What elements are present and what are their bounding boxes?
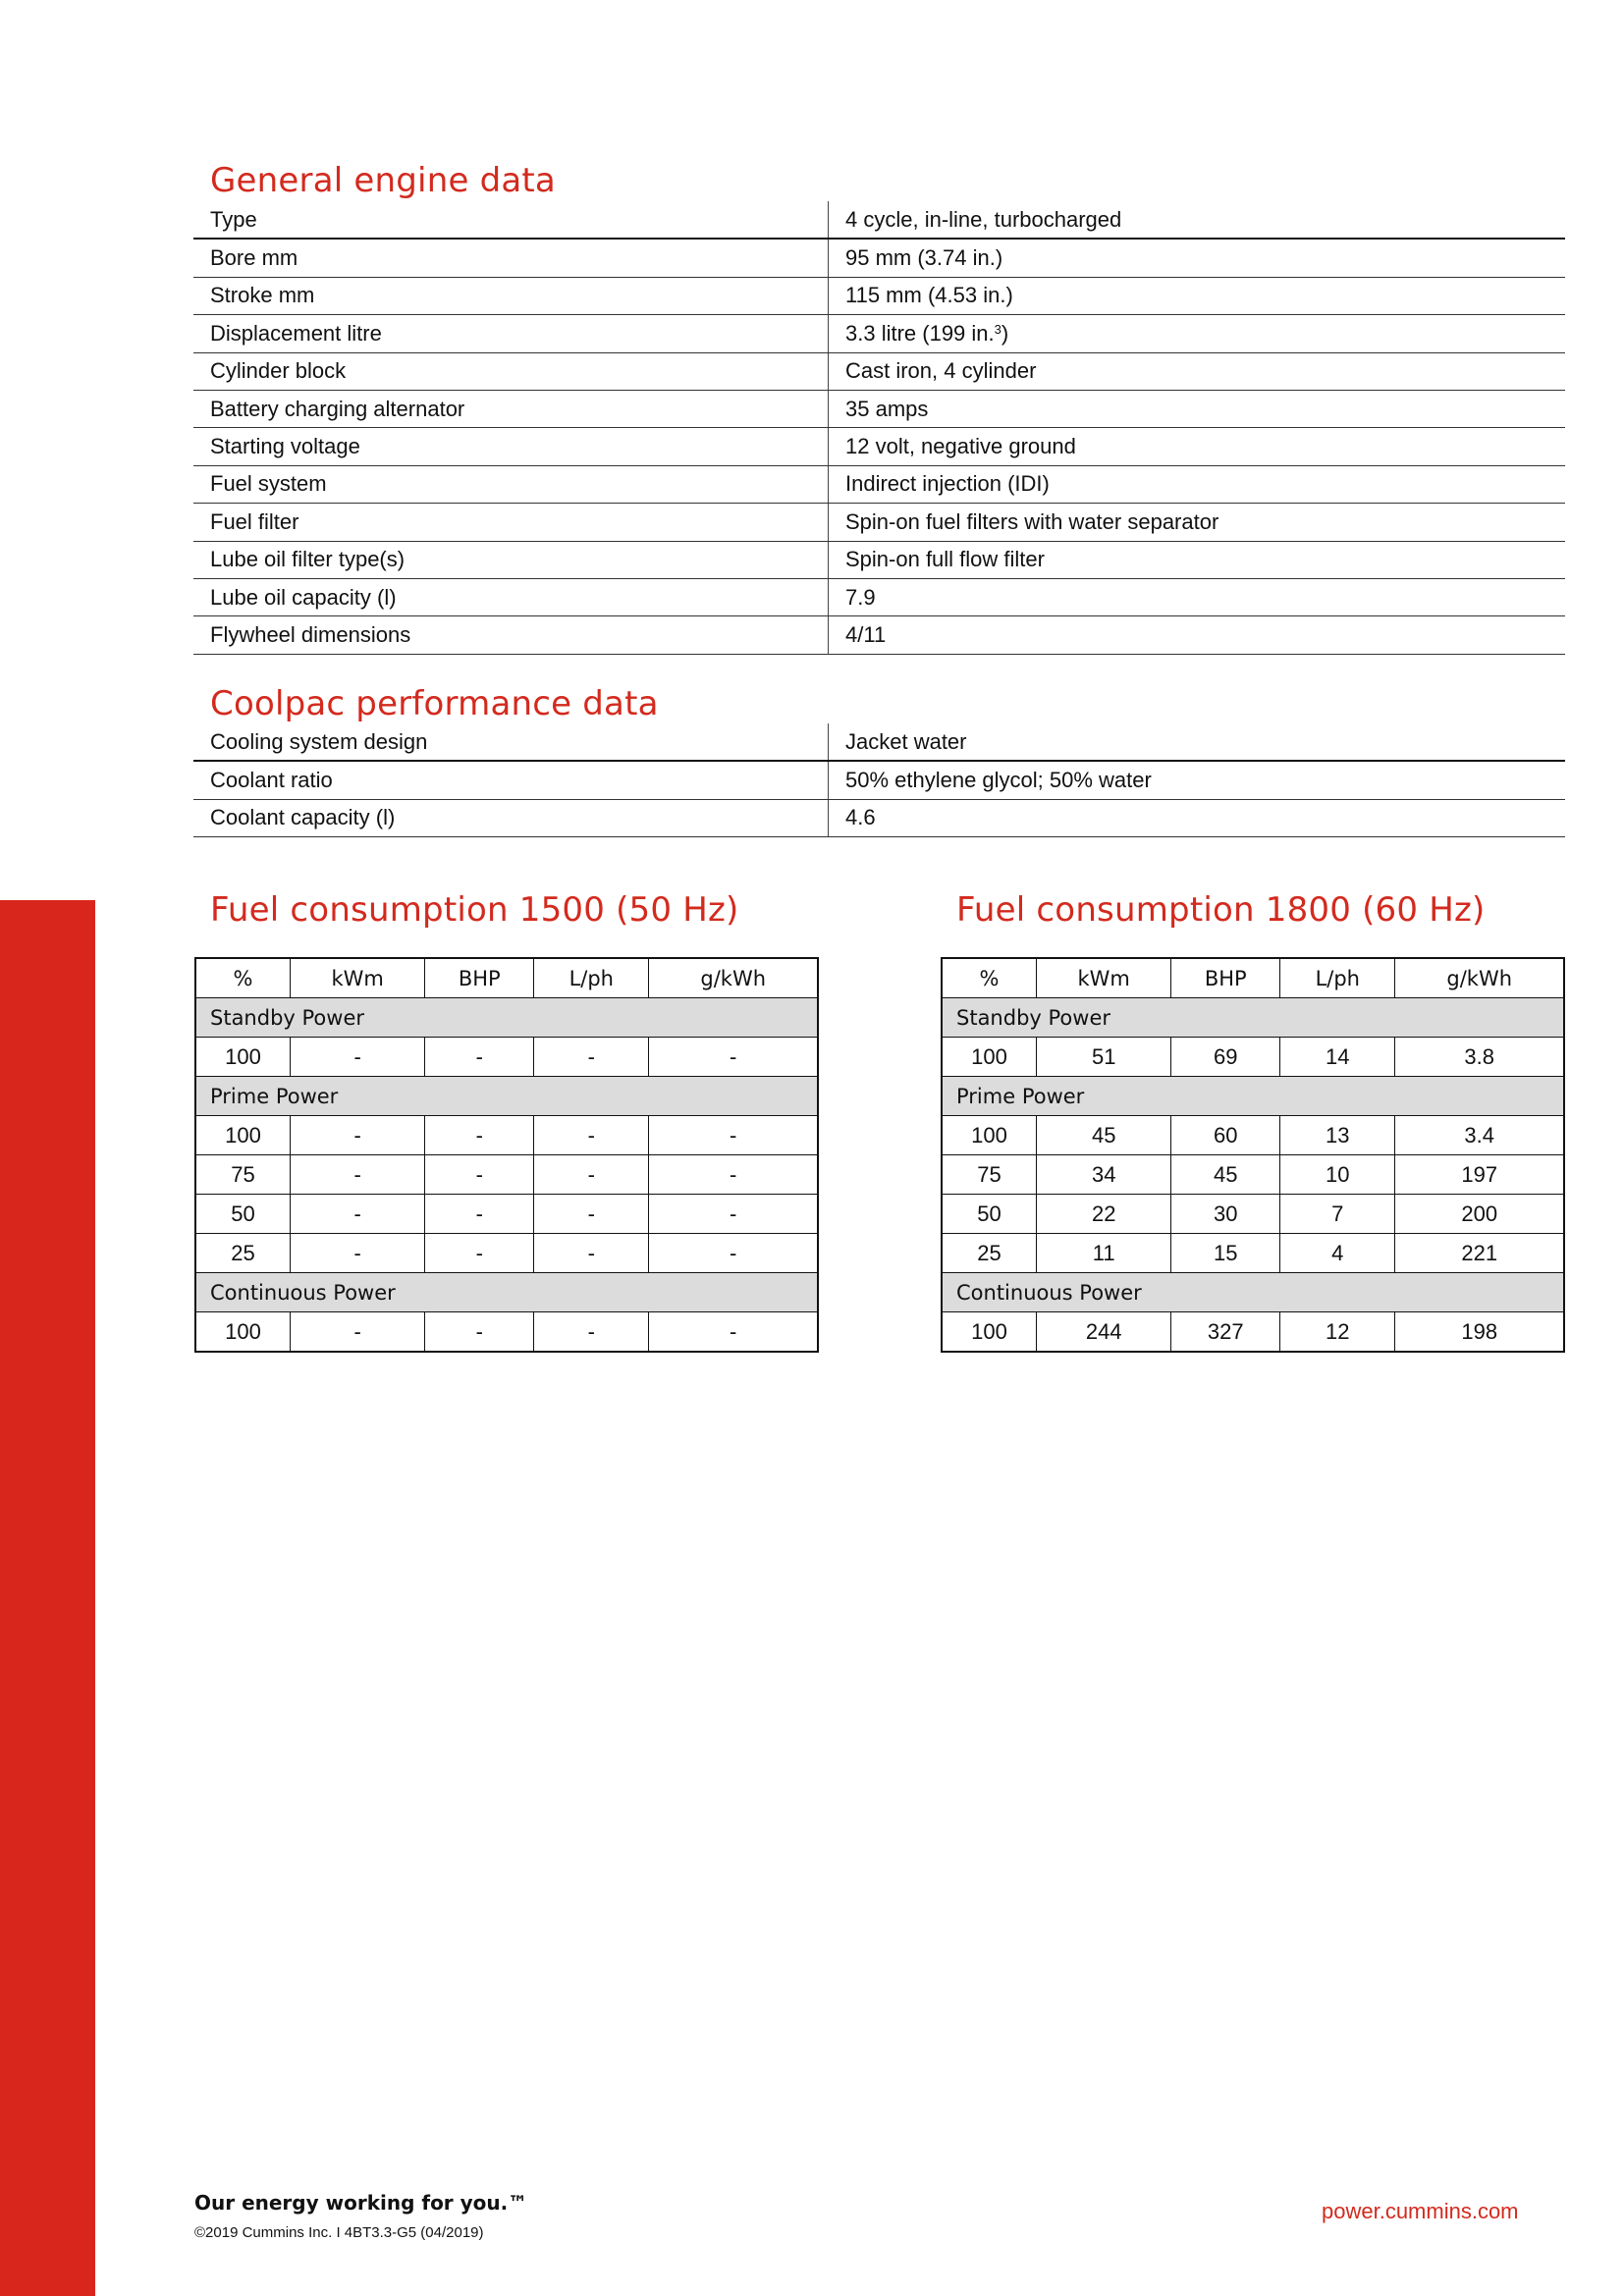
column-header: BHP: [1171, 958, 1280, 998]
table-cell: -: [425, 1038, 534, 1077]
spec-value: Jacket water: [829, 723, 1566, 761]
spec-label: Lube oil capacity (l): [193, 578, 829, 615]
spec-label: Fuel filter: [193, 504, 829, 541]
table-row: [942, 1038, 1564, 1077]
table-cell: 69: [1171, 1038, 1280, 1077]
group-label: Continuous Power: [195, 1273, 818, 1312]
spec-value: 4/11: [829, 616, 1566, 654]
table-cell: -: [291, 1195, 425, 1234]
column-header: g/kWh: [1395, 958, 1564, 998]
group-row-standby: [942, 998, 1564, 1038]
table-cell: 30: [1171, 1195, 1280, 1234]
column-header: BHP: [425, 958, 534, 998]
table-cell: 327: [1171, 1312, 1280, 1353]
spec-row-cooling-design: [193, 723, 1565, 761]
fuel-consumption-50hz-title: Fuel consumption 1500 (50 Hz): [210, 890, 739, 930]
table-cell: 100: [195, 1312, 291, 1353]
group-row-standby: [195, 998, 818, 1038]
table-cell: -: [534, 1116, 649, 1155]
table-cell: -: [291, 1116, 425, 1155]
table-cell: -: [425, 1116, 534, 1155]
table-row: [195, 1116, 818, 1155]
spec-label: Battery charging alternator: [193, 390, 829, 427]
table-cell: -: [425, 1312, 534, 1353]
general-engine-data-title: General engine data: [210, 161, 556, 200]
spec-row-starting-voltage: [193, 428, 1565, 465]
table-cell: -: [534, 1195, 649, 1234]
spec-label: Cylinder block: [193, 352, 829, 390]
table-cell: 22: [1037, 1195, 1171, 1234]
table-cell: 11: [1037, 1234, 1171, 1273]
table-cell: 221: [1395, 1234, 1564, 1273]
table-cell: 25: [195, 1234, 291, 1273]
spec-value: 95 mm (3.74 in.): [829, 239, 1566, 277]
footer-tagline: Our energy working for you.™: [194, 2191, 528, 2215]
spec-row-coolant-capacity: [193, 799, 1565, 836]
spec-value: Spin-on fuel filters with water separator: [829, 504, 1566, 541]
table-cell: -: [425, 1195, 534, 1234]
table-cell: -: [291, 1312, 425, 1353]
spec-value: 4 cycle, in-line, turbocharged: [829, 201, 1566, 239]
spec-label: Flywheel dimensions: [193, 616, 829, 654]
table-cell: -: [649, 1312, 818, 1353]
spec-row-lube-oil-filter: [193, 541, 1565, 578]
spec-value: 12 volt, negative ground: [829, 428, 1566, 465]
spec-row-fuel-filter: [193, 504, 1565, 541]
spec-row-coolant-ratio: [193, 761, 1565, 799]
group-row-prime: [942, 1077, 1564, 1116]
group-row-continuous: [195, 1273, 818, 1312]
group-label: Prime Power: [942, 1077, 1564, 1116]
column-header: L/ph: [1280, 958, 1395, 998]
table-cell: 10: [1280, 1155, 1395, 1195]
red-side-bar: [0, 900, 95, 2296]
table-cell: -: [291, 1234, 425, 1273]
spec-label: Displacement litre: [193, 315, 829, 352]
fuel-consumption-60hz-table: [941, 957, 1565, 1353]
footer-copyright: ©2019 Cummins Inc. I 4BT3.3-G5 (04/2019): [194, 2224, 484, 2241]
table-cell: 25: [942, 1234, 1037, 1273]
table-cell: -: [534, 1234, 649, 1273]
table-header-row: [942, 958, 1564, 998]
spec-row-stroke: [193, 277, 1565, 314]
cubic-superscript: 3: [994, 321, 1001, 337]
table-cell: -: [649, 1116, 818, 1155]
table-cell: 100: [195, 1038, 291, 1077]
table-cell: -: [291, 1155, 425, 1195]
column-header: %: [942, 958, 1037, 998]
column-header: kWm: [1037, 958, 1171, 998]
group-label: Continuous Power: [942, 1273, 1564, 1312]
table-cell: -: [534, 1155, 649, 1195]
table-cell: 75: [942, 1155, 1037, 1195]
spec-row-fuel-system: [193, 465, 1565, 503]
spec-label: Coolant capacity (l): [193, 799, 829, 836]
table-cell: 100: [942, 1038, 1037, 1077]
table-header-row: [195, 958, 818, 998]
fuel-consumption-60hz-title: Fuel consumption 1800 (60 Hz): [956, 890, 1486, 930]
spec-label: Coolant ratio: [193, 761, 829, 799]
table-cell: 3.4: [1395, 1116, 1564, 1155]
table-row: [195, 1038, 818, 1077]
table-cell: 50: [195, 1195, 291, 1234]
spec-label: Lube oil filter type(s): [193, 541, 829, 578]
spec-value: 50% ethylene glycol; 50% water: [829, 761, 1566, 799]
table-cell: 15: [1171, 1234, 1280, 1273]
spec-value: 35 amps: [829, 390, 1566, 427]
table-cell: 45: [1171, 1155, 1280, 1195]
table-row: [942, 1195, 1564, 1234]
table-cell: -: [649, 1234, 818, 1273]
coolpac-performance-title: Coolpac performance data: [210, 684, 659, 723]
table-row: [195, 1234, 818, 1273]
table-cell: 3.8: [1395, 1038, 1564, 1077]
table-cell: -: [425, 1234, 534, 1273]
spec-row-flywheel: [193, 616, 1565, 654]
table-cell: 14: [1280, 1038, 1395, 1077]
table-cell: 198: [1395, 1312, 1564, 1353]
coolpac-performance-table: [193, 723, 1565, 837]
table-cell: 12: [1280, 1312, 1395, 1353]
group-label: Standby Power: [942, 998, 1564, 1038]
column-header: kWm: [291, 958, 425, 998]
table-row: [942, 1116, 1564, 1155]
table-cell: 34: [1037, 1155, 1171, 1195]
spec-label: Starting voltage: [193, 428, 829, 465]
spec-label: Stroke mm: [193, 277, 829, 314]
spec-value: 115 mm (4.53 in.): [829, 277, 1566, 314]
table-row: [195, 1312, 818, 1353]
spec-row-cylinder-block: [193, 352, 1565, 390]
table-cell: 45: [1037, 1116, 1171, 1155]
table-row: [942, 1234, 1564, 1273]
spec-row-bore: [193, 239, 1565, 277]
fuel-consumption-50hz-table: [194, 957, 819, 1353]
spec-value: Cast iron, 4 cylinder: [829, 352, 1566, 390]
table-row: [195, 1195, 818, 1234]
spec-label: Type: [193, 201, 829, 239]
column-header: %: [195, 958, 291, 998]
general-engine-data-table: [193, 201, 1565, 655]
table-cell: -: [291, 1038, 425, 1077]
table-cell: -: [649, 1155, 818, 1195]
spec-value: [829, 315, 1566, 352]
displacement-close-paren: ): [1001, 320, 1009, 346]
table-cell: 60: [1171, 1116, 1280, 1155]
table-cell: -: [649, 1195, 818, 1234]
table-cell: 4: [1280, 1234, 1395, 1273]
table-cell: 50: [942, 1195, 1037, 1234]
spec-value: Spin-on full flow filter: [829, 541, 1566, 578]
table-row: [942, 1312, 1564, 1353]
displacement-value: 3.3 litre (199 in.: [845, 320, 995, 346]
group-row-continuous: [942, 1273, 1564, 1312]
table-row: [195, 1155, 818, 1195]
table-cell: 75: [195, 1155, 291, 1195]
spec-label: Bore mm: [193, 239, 829, 277]
table-cell: -: [534, 1312, 649, 1353]
table-cell: 100: [195, 1116, 291, 1155]
spec-row-type: [193, 201, 1565, 239]
table-cell: 100: [942, 1312, 1037, 1353]
table-cell: 200: [1395, 1195, 1564, 1234]
table-cell: 100: [942, 1116, 1037, 1155]
column-header: L/ph: [534, 958, 649, 998]
table-cell: -: [534, 1038, 649, 1077]
column-header: g/kWh: [649, 958, 818, 998]
table-cell: 7: [1280, 1195, 1395, 1234]
footer-website-link[interactable]: power.cummins.com: [1322, 2199, 1519, 2223]
spec-label: Fuel system: [193, 465, 829, 503]
group-label: Prime Power: [195, 1077, 818, 1116]
table-cell: 13: [1280, 1116, 1395, 1155]
table-cell: 244: [1037, 1312, 1171, 1353]
group-label: Standby Power: [195, 998, 818, 1038]
spec-value: Indirect injection (IDI): [829, 465, 1566, 503]
spec-value: 4.6: [829, 799, 1566, 836]
table-cell: 51: [1037, 1038, 1171, 1077]
group-row-prime: [195, 1077, 818, 1116]
spec-row-alternator: [193, 390, 1565, 427]
spec-row-lube-oil-capacity: [193, 578, 1565, 615]
table-cell: -: [649, 1038, 818, 1077]
spec-value: 7.9: [829, 578, 1566, 615]
table-cell: -: [425, 1155, 534, 1195]
table-cell: 197: [1395, 1155, 1564, 1195]
spec-label: Cooling system design: [193, 723, 829, 761]
table-row: [942, 1155, 1564, 1195]
spec-row-displacement: [193, 315, 1565, 352]
